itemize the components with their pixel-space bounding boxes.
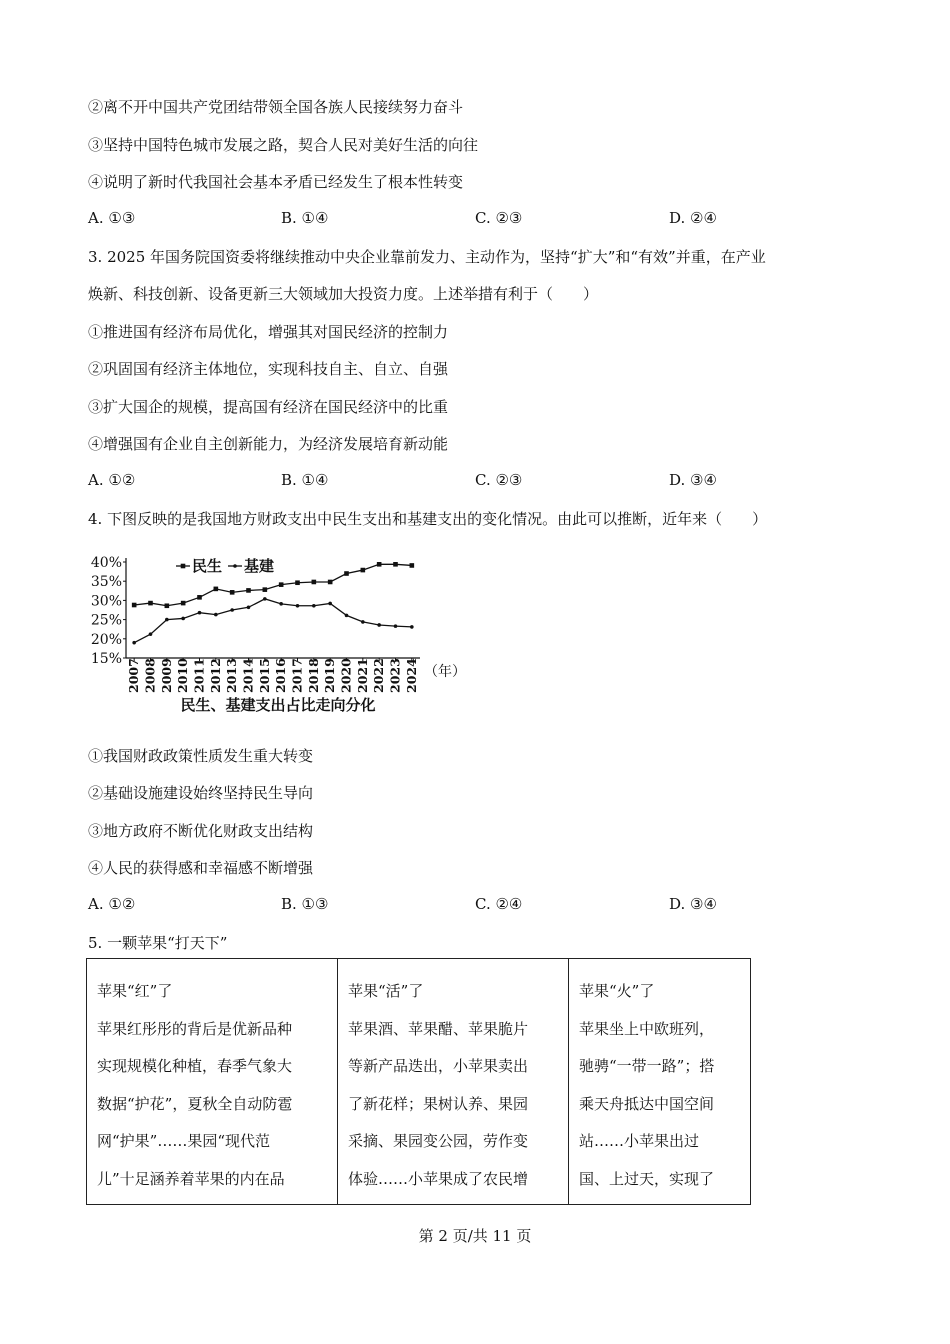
y-tick-label: 35% xyxy=(90,574,122,591)
series-line-jijian xyxy=(134,599,412,643)
x-tick-label: 2023 xyxy=(387,658,403,693)
q5-col3-line: 国、上过天，实现了 xyxy=(579,1169,715,1188)
point-jijian xyxy=(263,597,267,601)
point-minsheng xyxy=(230,590,235,595)
point-minsheng xyxy=(165,603,170,608)
q4-chart xyxy=(88,548,468,716)
point-minsheng xyxy=(312,580,317,585)
q3-option-d: D. ③④ xyxy=(669,471,717,489)
point-minsheng xyxy=(344,571,349,576)
legend-label-minsheng: 民生 xyxy=(192,557,223,575)
point-jijian xyxy=(279,602,283,606)
x-tick-label: 2017 xyxy=(289,658,305,693)
point-minsheng xyxy=(295,580,300,585)
point-minsheng xyxy=(197,595,202,600)
x-unit-label: （年） xyxy=(424,664,466,680)
x-tick-label: 2009 xyxy=(158,658,174,693)
q5-table-row xyxy=(87,959,751,1205)
q5-col3-line: 苹果坐上中欧班列， xyxy=(579,1019,715,1038)
point-jijian xyxy=(296,604,300,608)
point-jijian xyxy=(214,613,218,617)
x-tick-label: 2018 xyxy=(305,658,321,693)
q5-col3-line: 站……小苹果出过 xyxy=(579,1132,700,1150)
q4-option-b: B. ①③ xyxy=(281,895,329,913)
q3-item-3: ③扩大国企的规模，提高国有经济在国民经济中的比重 xyxy=(88,398,449,416)
q5-col2-line: 等新产品迭出，小苹果卖出 xyxy=(348,1057,529,1075)
q5-col1-line: 实现规模化种植，春季气象大 xyxy=(97,1057,293,1075)
x-tick-label: 2008 xyxy=(142,658,158,693)
q5-col3-line: 乘天舟抵达中国空间 xyxy=(579,1094,715,1113)
point-minsheng xyxy=(361,568,366,573)
q3-stem-line2: 焕新、科技创新、设备更新三大领域加大投资力度。上述举措有利于（ ） xyxy=(88,285,599,303)
y-tick-label: 20% xyxy=(90,631,122,648)
q4-option-c: C. ②④ xyxy=(475,895,523,913)
q2-option-a: A. ①③ xyxy=(88,209,136,227)
q5-col2-line: 体验……小苹果成了农民增 xyxy=(348,1169,529,1188)
q2-item-3: ③坚持中国特色城市发展之路，契合人民对美好生活的向往 xyxy=(88,136,479,154)
point-minsheng xyxy=(148,601,153,606)
point-jijian xyxy=(181,617,185,621)
point-minsheng xyxy=(279,582,284,587)
q5-col1-line: 苹果“红”了 xyxy=(97,982,173,1000)
x-tick-label: 2016 xyxy=(273,658,289,693)
y-tick-label: 15% xyxy=(90,651,122,667)
x-tick-label: 2014 xyxy=(240,658,256,693)
q2-item-2: ②离不开中国共产党团结带领全国各族人民接续努力奋斗 xyxy=(88,98,464,116)
q5-col1-line: 苹果红彤彤的背后是优新品种 xyxy=(97,1019,293,1038)
point-jijian xyxy=(377,623,381,627)
q5-col2-line: 苹果酒、苹果醋、苹果脆片 xyxy=(348,1019,529,1038)
q4-option-d: D. ③④ xyxy=(669,895,717,913)
q5-col-alive xyxy=(338,959,569,1205)
legend-marker-jijian xyxy=(233,564,237,568)
q3-item-2: ②巩固国有经济主体地位，实现科技自主、自立、自强 xyxy=(88,360,449,378)
chart-title: 民生、基建支出占比走向分化 xyxy=(180,696,376,714)
q2-option-d: D. ②④ xyxy=(669,209,717,227)
page-footer: 第 2 页/共 11 页 xyxy=(418,1227,532,1245)
point-minsheng xyxy=(410,563,415,568)
point-minsheng xyxy=(393,562,398,567)
q5-col1-line: 网“护果”……果园“现代范 xyxy=(97,1132,271,1150)
point-minsheng xyxy=(377,562,382,567)
point-minsheng xyxy=(246,588,251,593)
point-jijian xyxy=(328,602,332,606)
point-jijian xyxy=(149,632,153,636)
point-jijian xyxy=(230,608,234,612)
legend-marker-minsheng xyxy=(181,564,186,569)
y-tick-label: 25% xyxy=(90,612,122,629)
q3-option-c: C. ②③ xyxy=(475,471,523,489)
point-jijian xyxy=(394,624,398,628)
point-jijian xyxy=(312,604,316,608)
q5-col-hot xyxy=(569,959,751,1205)
q3-item-4: ④增强国有企业自主创新能力，为经济发展培育新动能 xyxy=(88,435,449,453)
q5-col3-line: 驰骋“一带一路”；搭 xyxy=(579,1057,715,1075)
q5-col2-line: 苹果“活”了 xyxy=(348,982,424,1000)
q2-option-c: C. ②③ xyxy=(475,209,523,227)
point-jijian xyxy=(410,625,414,629)
point-jijian xyxy=(165,618,169,622)
y-tick-label: 30% xyxy=(90,593,122,610)
q4-stem: 4. 下图反映的是我国地方财政支出中民生支出和基建支出的变化情况。由此可以推断，近年来（ ） xyxy=(88,510,768,528)
q4-item-4: ④人民的获得感和幸福感不断增强 xyxy=(88,859,314,877)
point-minsheng xyxy=(263,587,268,592)
x-tick-label: 2007 xyxy=(126,658,142,693)
x-tick-label: 2021 xyxy=(354,658,370,693)
q5-table xyxy=(86,958,751,1205)
y-tick-label: 40% xyxy=(90,555,122,571)
q5-col-red xyxy=(87,959,338,1205)
point-minsheng xyxy=(181,601,186,606)
q4-item-3: ③地方政府不断优化财政支出结构 xyxy=(88,822,314,840)
point-jijian xyxy=(247,606,251,610)
q2-option-b: B. ①④ xyxy=(281,209,329,227)
q5-col2-line: 了新花样；果树认养、果园 xyxy=(348,1094,529,1113)
x-tick-label: 2019 xyxy=(322,658,338,693)
point-jijian xyxy=(361,620,365,624)
q5-title: 5. 一颗苹果“打天下” xyxy=(88,934,228,952)
q3-stem-line1: 3. 2025 年国务院国资委将继续推动中央企业靠前发力、主动作为，坚持“扩大”和“有效”并重，在产业 xyxy=(88,248,766,266)
point-jijian xyxy=(132,641,136,645)
x-tick-label: 2024 xyxy=(403,658,419,693)
q5-col1-line: 儿”十足涵养着苹果的内在品 xyxy=(97,1169,285,1188)
x-tick-label: 2012 xyxy=(207,658,223,693)
q5-col3-line: 苹果“火”了 xyxy=(579,982,655,1000)
x-tick-label: 2010 xyxy=(175,658,191,693)
x-tick-label: 2011 xyxy=(191,658,207,693)
q2-item-4: ④说明了新时代我国社会基本矛盾已经发生了根本性转变 xyxy=(88,173,464,191)
point-minsheng xyxy=(132,603,137,608)
q4-item-2: ②基础设施建设始终坚持民生导向 xyxy=(88,784,314,802)
q5-col1-line: 数据“护花”，夏秋全自动防雹 xyxy=(97,1094,293,1113)
point-minsheng xyxy=(214,587,219,592)
point-minsheng xyxy=(328,580,333,585)
x-tick-label: 2020 xyxy=(338,658,354,693)
x-tick-label: 2015 xyxy=(256,658,272,693)
legend-label-jijian: 基建 xyxy=(244,557,275,575)
q3-option-a: A. ①② xyxy=(88,471,136,489)
q3-item-1: ①推进国有经济布局优化，增强其对国民经济的控制力 xyxy=(88,323,449,341)
q4-option-a: A. ①② xyxy=(88,895,136,913)
x-tick-label: 2022 xyxy=(371,658,387,693)
point-jijian xyxy=(198,611,202,615)
q5-col2-line: 采摘、果园变公园，劳作变 xyxy=(348,1132,529,1150)
q3-option-b: B. ①④ xyxy=(281,471,329,489)
point-jijian xyxy=(345,614,349,618)
x-tick-label: 2013 xyxy=(224,658,240,693)
q4-item-1: ①我国财政政策性质发生重大转变 xyxy=(88,747,314,765)
